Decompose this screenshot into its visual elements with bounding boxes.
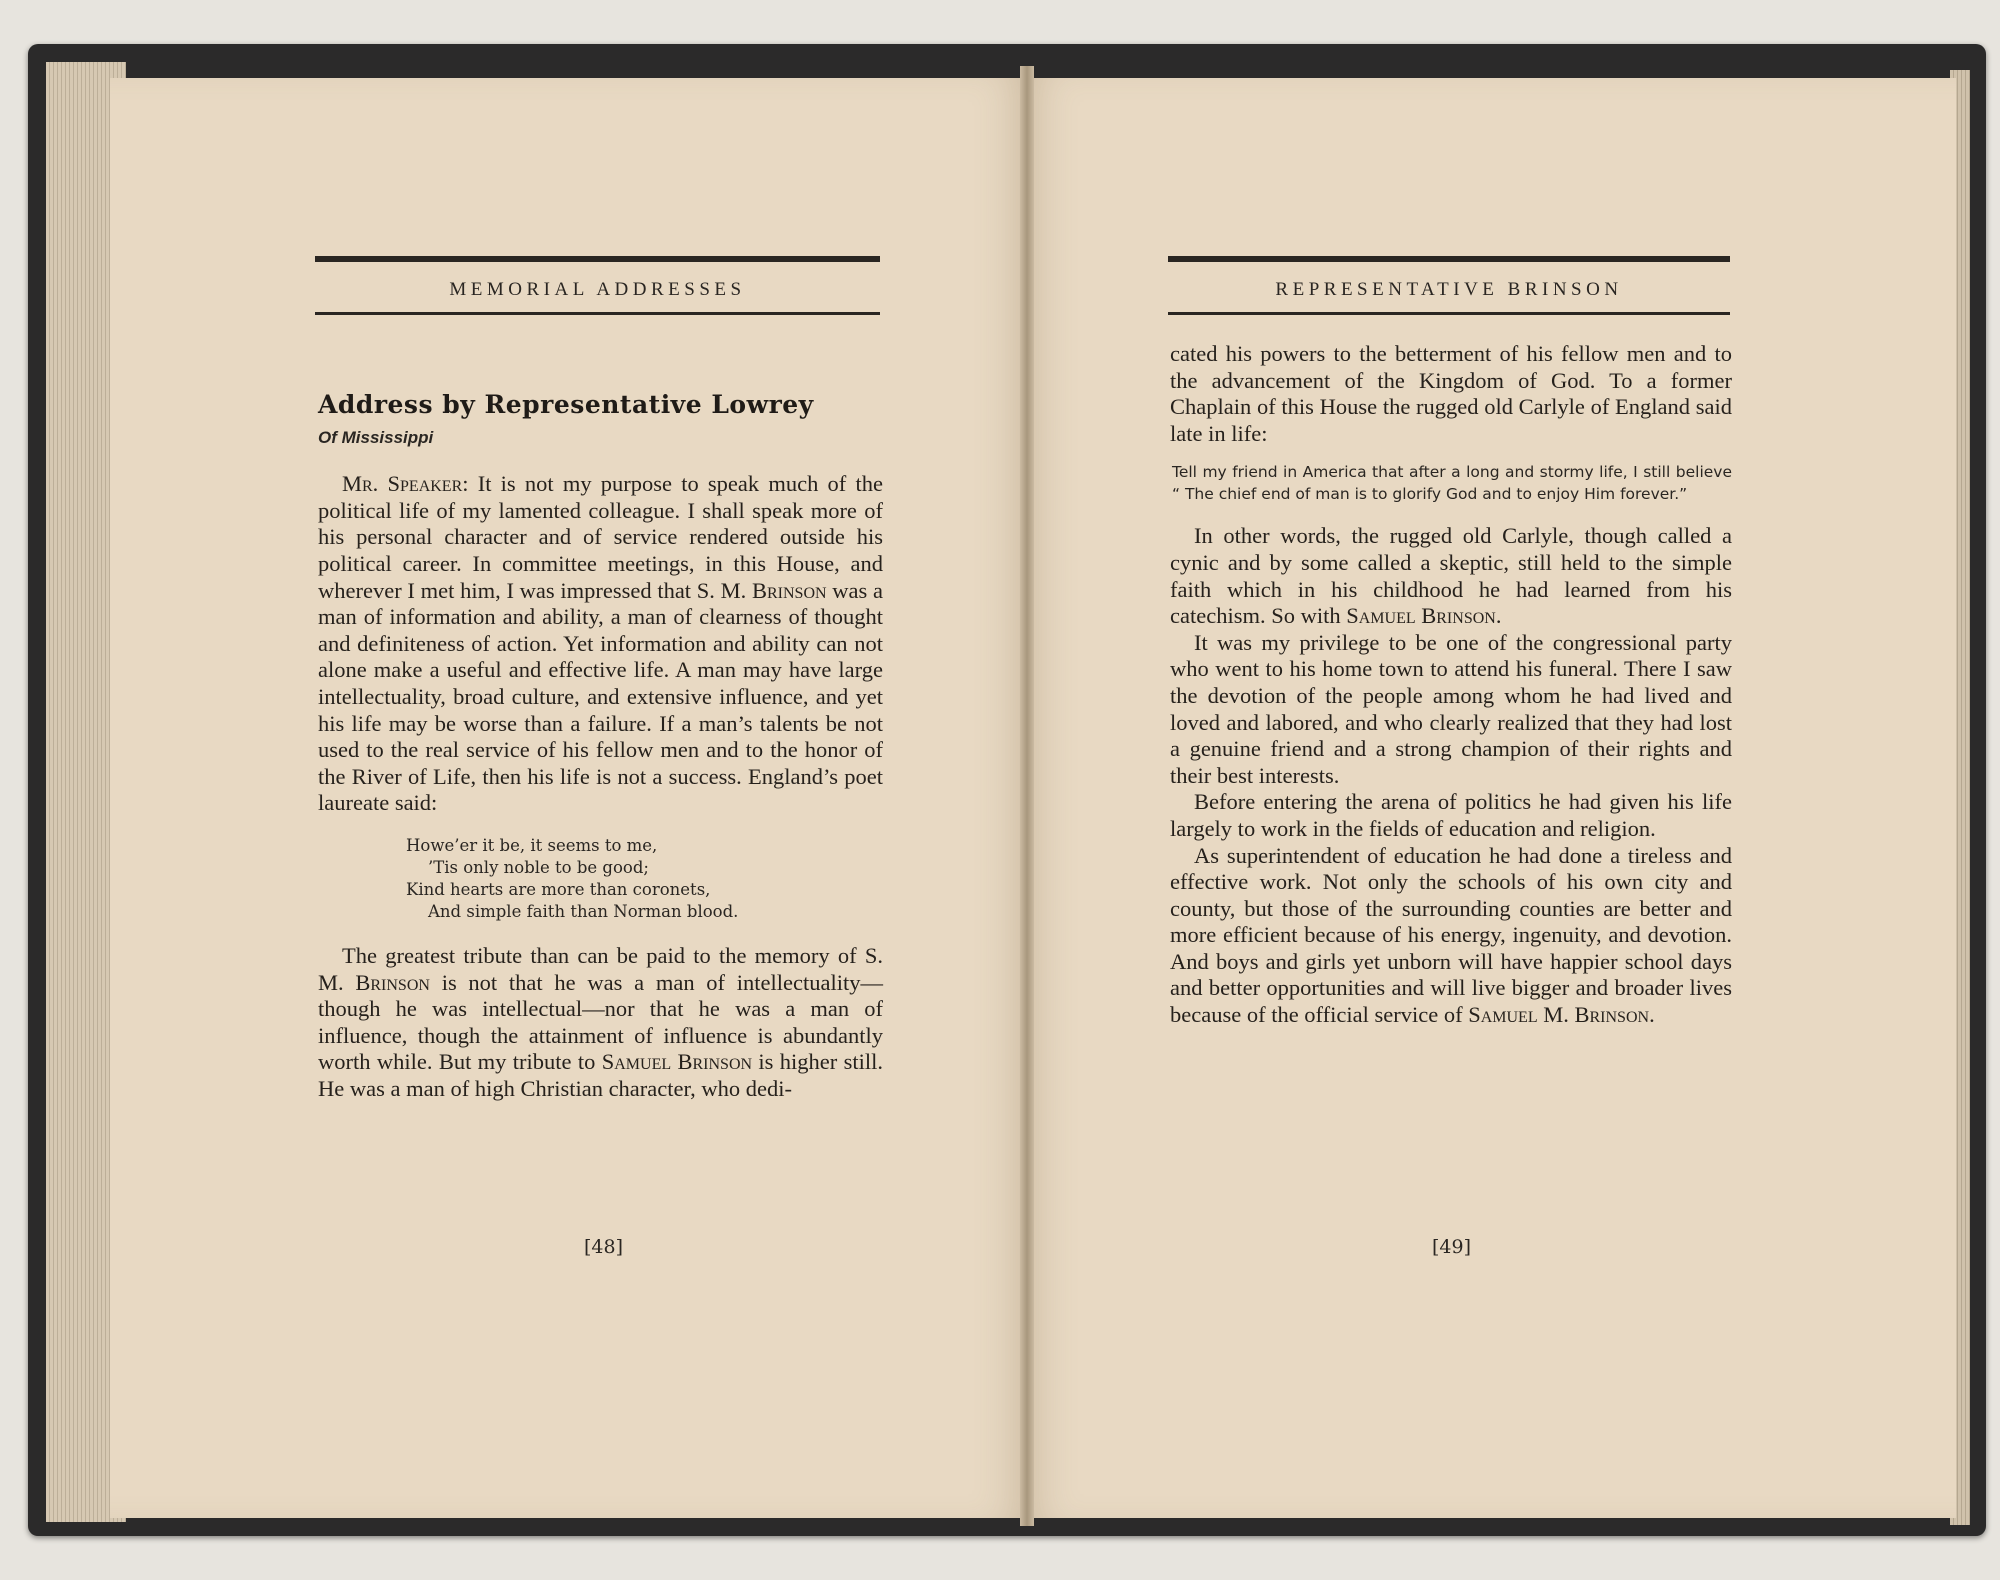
right-page-number: [49] — [1432, 1236, 1472, 1258]
left-paragraph-1: Mr. Speaker: It is not my purpose to speak much of the political life of my lamented colleague. I shall speak more of his personal character and of service rendered outside his political career. In committee meetings, in this House, and wherever I met him, I was impressed that S. M. Brinson was a man of information and ability, a man of clearness of thought and definiteness of action. Yet information and ability can not alone make a useful and effective life. A man may have large intellectuality, broad culture, and extensive influence, and yet his life may be worse than a failure. If a man’s talents be not used to the real service of his fellow men and to the honor of the River of Life, then his life is not a success. England’s poet laureate said: — [318, 471, 883, 816]
speaker-label: Mr. Speaker — [342, 471, 463, 497]
right-paragraph-5: As superintendent of education he had done a tireless and effective work. Not only the schools of his own city and county, but those of the surrounding counties are better and more efficient because of his energy, ingenuity, and devotion. And boys and girls yet unborn will have happier school days and better opportunities and will live bigger and broader lives because of the official service of Samuel M. Brinson. — [1170, 842, 1732, 1028]
carlyle-quote: Tell my friend in America that after a long and stormy life, I still believe “ The chief end of man is to glorify God and to enjoy Him forever.” — [1172, 463, 1732, 504]
poem-line: Howe’er it be, it seems to me, — [406, 835, 658, 855]
left-header-rule-bottom — [315, 312, 880, 315]
book-gutter — [1020, 66, 1034, 1526]
left-page-number: [48] — [584, 1236, 624, 1258]
left-running-head: MEMORIAL ADDRESSES — [449, 279, 746, 300]
poem-line: And simple faith than Norman blood. — [428, 901, 739, 921]
right-text-column — [1170, 341, 1732, 1029]
right-header-rule-top — [1168, 256, 1730, 262]
right-running-head: REPRESENTATIVE BRINSON — [1275, 279, 1623, 300]
address-subtitle: Of Mississippi — [318, 427, 434, 447]
poem-quote — [406, 835, 883, 923]
right-paragraph-1: cated his powers to the betterment of his fellow men and to the advancement of the Kingdom of God. To a former Chaplain of this House the rugged old Carlyle of England said late in life: — [1170, 341, 1732, 446]
right-paragraph-2: In other words, the rugged old Carlyle, though called a cynic and by some called a skeptic, still held to the simple faith which in his childhood he had learned from his catechism. So with Samuel Brinson. — [1170, 523, 1732, 629]
right-paragraph-3: It was my privilege to be one of the congressional party who went to his home town to attend his funeral. There I saw the devotion of the people among whom he had lived and loved and labored, and who clearly realized that they had lost a genuine friend and a strong champion of their rights and their best interests. — [1170, 629, 1732, 788]
left-text-column — [318, 392, 883, 1102]
left-paragraph-2: The greatest tribute than can be paid to the memory of S. M. Brinson is not that he was a man of intellectuality—though he was intellectual—nor that he was a man of influence, though the attainment of influence is abundantly worth while. But my tribute to Samuel Brinson is higher still. He was a man of high Christian character, who dedi- — [318, 942, 884, 1101]
right-paragraph-4: Before entering the arena of politics he had given his life largely to work in the fields of education and religion. — [1170, 789, 1732, 841]
right-header-rule-bottom — [1168, 312, 1730, 315]
poem-line: Kind hearts are more than coronets, — [406, 879, 711, 899]
poem-line: ’Tis only noble to be good; — [428, 857, 649, 877]
address-title: Address by Representative Lowrey — [318, 390, 814, 419]
left-header-rule-top — [315, 256, 880, 262]
